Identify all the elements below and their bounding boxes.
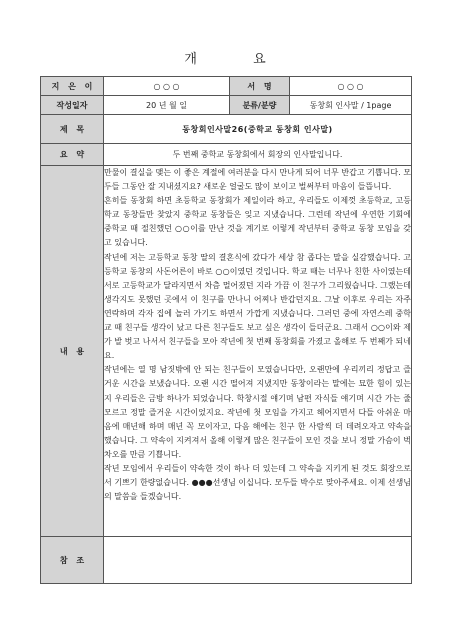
document-title: 개 요	[184, 52, 292, 67]
category-value: 동창회 인사말 / 1page	[290, 96, 412, 115]
date-value: 20 년 월 일	[104, 96, 230, 115]
date-label: 작성일자	[41, 96, 104, 115]
category-label: 분류/분량	[230, 96, 290, 115]
author-label: 지 은 이	[41, 77, 104, 96]
subject-value: 동창회인사말26(중학교 동창회 인사말)	[104, 115, 412, 144]
date-row	[41, 96, 412, 115]
subject-label: 제 목	[41, 115, 104, 144]
reference-label: 참 조	[41, 537, 104, 584]
summary-row	[41, 144, 412, 166]
reference-row	[41, 537, 412, 584]
author-value: ○ ○ ○	[104, 77, 230, 96]
author-row	[41, 77, 412, 96]
content-body	[104, 166, 412, 537]
content-paragraph: 흔히들 동창회 하면 초등학교 동창회가 제일이라 하고, 우리들도 이제껏 초등학교, 고등학교 동창들만 찾았지 중학교 동창들은 잊고 지냈습니다. 그런데 작년에 우연한 기회에 중학교 때 절친했던 ○○이를 만난 것을 계기로 이렇게 작년부터 중학교 동창 모임을 갖고 있습니다.	[104, 196, 411, 248]
subject-row	[41, 115, 412, 144]
summary-label: 요 약	[41, 144, 104, 166]
reference-value	[104, 537, 412, 584]
summary-value: 두 번째 중학교 동창회에서 회장의 인사말입니다.	[104, 144, 412, 166]
content-row	[41, 166, 412, 537]
signature-label: 서 명	[230, 77, 290, 96]
content-paragraph: 작년에 저는 고등학교 동창 딸의 결혼식에 갔다가 세상 참 좁다는 말을 실감했습니다. 고등학교 동창의 사돈어른이 바로 ○○이였던 것입니다. 학교 때는 너무나 친한 사이였는데 서로 고등학교가 달라지면서 차츰 멀어졌던 지라 가끔 이 친구가 그리웠습니다. 그랬는데 생각지도 못했던 곳에서 이 친구를 만나니 어찌나 반갑던지요. 그날 이후로 우리는 자주 연락하며 각자 집에 놀러 가기도 하면서 가깝게 지냈습니다. 그러던 중에 자연스레 중학교 때 친구들 생각이 났고 다른 친구들도 보고 싶은 생각이 들더군요. 그래서 ○○이와 제가 발 벗고 나서서 친구들을 모아 작년에 첫 번째 동창회를 가졌고 올해로 두 번째가 되네요.	[104, 252, 411, 361]
summary-form-table	[40, 76, 412, 584]
content-paragraph: 만물이 결실을 맺는 이 좋은 계절에 여러분을 다시 만나게 되어 너무 반갑고 기쁩니다. 모두들 그동안 잘 지내셨지요? 새로운 얼굴도 많이 보이고 벌써부터 마음이 들뜹니다.	[104, 168, 411, 192]
signature-value: ○ ○ ○	[290, 77, 412, 96]
content-label: 내 용	[41, 166, 104, 537]
content-paragraph: 작년 모임에서 우리들이 약속한 것이 하나 더 있는데 그 약속을 지키게 된 것도 회장으로서 기쁘기 한량없습니다. ●●●선생님 이십니다. 모두들 박수로 맞아주세요. 이제 선생님의 말씀을 들겠습니다.	[104, 463, 411, 502]
content-paragraph: 작년에는 열 명 남짓밖에 안 되는 친구들이 모였습니다만, 오랜만에 우리끼리 정답고 즐거운 시간을 보냈습니다. 오랜 시간 떨어져 지냈지만 동창이라는 말에는 묘한 힘이 있는지 우리들은 금방 하나가 되었습니다. 학창시절 얘기며 남편 자식들 얘기며 시간 가는 줄 모르고 정말 즐거운 시간이었지요. 작년에 첫 모임을 가지고 헤어지면서 다들 아쉬운 마음에 매년해 하며 매년 꼭 모이자고, 다음 해에는 친구 한 사람씩 더 데려오자고 약속을 했습니다. 그 약속이 지켜져서 올해 이렇게 많은 친구들이 모인 것을 보니 정말 가슴이 벅차오를 만큼 기쁩니다.	[104, 365, 411, 459]
